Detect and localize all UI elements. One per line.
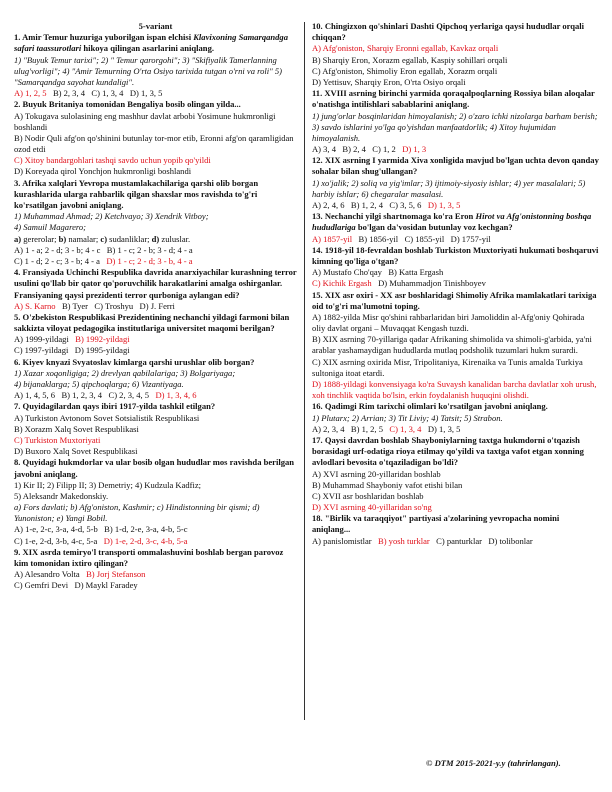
left-column xyxy=(14,21,297,592)
answer-option: A) 1999-yildagi B) 1992-yildagi xyxy=(14,334,130,345)
answer-option: A) 1857-yil B) 1856-yil C) 1855-yil D) 1757-yil xyxy=(312,233,491,244)
answer-option: C) XVII asr boshlaridan boshlab xyxy=(312,490,424,501)
question-items: 1) "Buyuk Temur tarixi"; 2) " Temur qarorgohi"; 3) "Skifiyalik Tamerlanning ulug'vorligi"; 4) "Amir Temurning O'rta Osiyo tarixida tutgan o'rni va roli" 5) "Samarqandga sayohat kundaligi". xyxy=(14,54,282,87)
question-items: 4) bijanaklarga; 5) qipchoqlarga; 6) Vizantiyaga. xyxy=(14,379,184,389)
answer-option: 5) Aleksandr Makedonskiy. xyxy=(14,490,109,501)
answer-option: 1) Kir II; 2) Filipp II; 3) Demetriy; 4) Kudzula Kadfiz; xyxy=(14,479,202,490)
answer-option: A) 2, 4, 6 B) 1, 2, 4 C) 3, 5, 6 D) 1, 3, 5 xyxy=(312,200,461,210)
variant-title: 5-variant xyxy=(138,21,173,31)
question-text: 14. 1918-yil 18-fevraldan boshlab Turkiston Muxtoriyati hukumati boshqaruvi kimning qo'liga o'tgan? xyxy=(312,244,599,266)
question-text: 15. XIX asr oxiri - XX asr boshlaridagi Shimoliy Afrika mamlakatlari tarixiga oid to'g'ri ma'lumotni toping. xyxy=(312,289,597,311)
question-items: 1) Muhammad Ahmad; 2) Ketchvayo; 3) Xendrik Vitboy; xyxy=(14,211,209,222)
question-text: 16. Qadimgi Rim tarixchi olimlari ko'rsatilgan javobni aniqlang. xyxy=(312,401,548,412)
answer-option: C) Gemfri Devi D) Maykl Faradey xyxy=(14,580,138,591)
answer-option: A) 2, 3, 4 B) 1, 2, 5 C) 1, 3, 4 D) 1, 3, 5 xyxy=(312,423,461,434)
answer-option: A) 1-e, 2-c, 3-a, 4-d, 5-b B) 1-d, 2-e, 3-a, 4-b, 5-c xyxy=(14,524,188,535)
answer-option: C) 1997-yildagi D) 1995-yildagi xyxy=(14,345,130,356)
answer-option: A) XVI asrning 20-yillaridan boshlab xyxy=(312,468,441,479)
answer-option: A) Alesandro Volta B) Jorj Stefanson xyxy=(14,569,146,580)
answer-option: a) gererolar; b) namalar; c) sudanliklar; d) zuluslar. xyxy=(14,233,191,244)
answer-option-correct: C) Turkiston Muxtoriyati xyxy=(14,434,101,445)
question-items: 1) jung'orlar bosqinlaridan himoyalanish; 2) o'zaro ichki nizolarga barham berish; 3) savdo ishlarini yo'lga qo'yishdan manfaatdorlik; 4) Xitoy hujumidan himoyalanish. xyxy=(312,110,598,143)
answer-option: B) Nodir Quli afg'on qo'shinini butunlay tor-mor etib, Eronni afg'on qaramligidan ozod etdi xyxy=(14,132,294,155)
question-text: 10. Chingizxon qo'shinlari Dashti Qipchoq yerlariga qaysi hududlar orqali chiqqan? xyxy=(312,21,585,43)
question-text: 2. Buyuk Britaniya tomonidan Bengaliya bosib olingan yilda... xyxy=(14,99,241,110)
question-text: 12. XIX asrning I yarmida Xiva xonligida mavjud bo'lgan uchta devon qanday sohalar bilan shug'ullangan? xyxy=(312,155,599,177)
answer-option: D) Koreyada qirol Yonchjon hukmronligi boshlandi xyxy=(14,166,192,177)
answer-option: D) Buxoro Xalq Sovet Respublikasi xyxy=(14,446,138,457)
answer-option: A) 1882-yilda Misr qo'shini rahbarlaridan biri Jamoliddin al-Afg'oniy Qohirada oliy davlat organi – Muvaqqat Kengash tuzdi. xyxy=(312,311,585,334)
question-text: 3. Afrika xalqlari Yevropa mustamlakachilariga qarshi olib borgan kurashlarida ularga rahbarlik qilgan shaxslar mos ravishda to'g'ri ko'rsatilgan javobni aniqlang. xyxy=(14,177,259,210)
question-text: 18. "Birlik va taraqqiyot" partiyasi a'zolarining yevropacha nomini aniqlang... xyxy=(312,513,560,535)
answer-option: A) Tokugava sulolasining eng mashhur davlat arbobi Yosimune hukmronligi boshlandi xyxy=(14,110,276,132)
answer-option-correct: D) XVI asrning 40-yillaridan so'ng xyxy=(312,502,432,513)
column-divider xyxy=(304,22,305,720)
answer-option: C) XIX asrning oxirida Misr, Tripolitaniya, Kirenaika va Tunis amalda Turkiya sultoniga itoat etardi. xyxy=(312,356,583,378)
answer-option: C) Afg'oniston, Shimoliy Eron egallab, Xorazm orqali xyxy=(312,65,498,76)
answer-option: A) 1, 4, 5, 6 B) 1, 2, 3, 4 C) 2, 3, 4, 5 D) 1, 3, 4, 6 xyxy=(14,390,197,401)
answer-option: A) 3, 4 B) 2, 4 C) 1, 2 D) 1, 3 xyxy=(312,144,427,155)
question-text: 9. XIX asrda temiryo'l transporti ommalashuvini boshlab bergan parovoz kim tomonidan ixtiro qilingan? xyxy=(14,546,284,568)
answer-option: C) 1 - d; 2 - c; 3 - b; 4 - a D) 1 - c; 2 - d; 3 - b, 4 - a xyxy=(14,255,193,266)
question-items: 1) Xazar xoqonligiga; 2) drevlyan qabilalariga; 3) Bolgariyaga; xyxy=(14,367,236,378)
right-questions xyxy=(312,21,599,547)
question-text: 1. Amir Temur huzuriga yuborilgan ispan elchisi Klavixoning Samarqandga safari taassurotlari hikoya qilingan asarlarini aniqlang. xyxy=(14,32,288,54)
answer-option-correct: C) Xitoy bandargohlari tashqi savdo uchun yopib qo'yildi xyxy=(14,155,211,166)
right-column xyxy=(312,21,599,547)
question-text: 11. XVIII asrning birinchi yarmida qoraqalpoqlarning Rossiya bilan aloqalar o'natishga intilishlari sabablarini aniqlang. xyxy=(312,88,595,110)
answer-option: A) 1 - a; 2 - d; 3 - b; 4 - c B) 1 - c; 2 - b; 3 - d; 4 - a xyxy=(14,244,193,255)
question-text: 13. Nechanchi yilgi shartnomaga ko'ra Eron Hirot va Afg'onistonning boshqa hududlariga bo'lgan da'vosidan butunlay voz kechgan? xyxy=(312,211,592,233)
answer-option: A) S. Karno B) Tyer C) Troshyu D) J. Ferri xyxy=(14,300,175,311)
answer-option: A) panislomistlar B) yosh turklar C) panturklar D) tolibonlar xyxy=(312,535,533,546)
question-text: 7. Quyidagilardan qays ibiri 1917-yilda tashkil etilgan? xyxy=(14,401,216,412)
left-questions xyxy=(14,32,297,591)
question-items: 1) xo'jalik; 2) soliq va yig'imlar; 3) ijtimoiy-siyosiy ishlar; 4) yer masalalari; 5) harbiy ishlar; 6) chegaralar masalasi. xyxy=(312,177,586,199)
answer-option: D) Yettisuv, Sharqiy Eron, O'rta Osiyo orqali xyxy=(312,76,466,87)
question-text: 6. Kiyev knyazi Svyatoslav kimlarga qarshi urushlar olib borgan? xyxy=(14,356,255,367)
copyright-footer: © DTM 2015-2021-y.y (tahrirlangan). xyxy=(426,758,561,768)
question-text: 5. O'zbekiston Respublikasi Prezidentining nechanchi yildagi farmoni bilan sakkizta viloyat pedagogika institutlariga universitet maqomi berilgan? xyxy=(14,311,290,334)
answer-option-correct: A) Afg'oniston, Sharqiy Eronni egallab, Kavkaz orqali xyxy=(312,43,499,54)
answer-options: A) 1, 2, 5 B) 2, 3, 4 C) 1, 3, 4 D) 1, 3, 5 xyxy=(14,88,163,99)
answer-option: B) Xorazm Xalq Sovet Respublikasi xyxy=(14,423,139,434)
question-text: 17. Qaysi davrdan boshlab Shayboniylarning taxtga hukmdorni o'tqazish borasidagi urf-odatiga rioya etilmay qo'yildi va taxtga vafot etgan xonning avlodlari bevosita o'tqaziladigan bo'ldi? xyxy=(312,434,584,468)
question-text: 4. Fransiyada Uchinchi Respublika davrida anarxiyachilar kurashning terror usulini qo'llab bir qator qo'poruvchilik harakatlarini amalga oshirganlar. Fransiyaning qaysi prezidenti terror qurboniga aylangan edi? xyxy=(14,267,297,300)
answer-option: C) 1-e, 2-d, 3-b, 4-c, 5-a D) 1-e, 2-d, 3-c, 4-b, 5-a xyxy=(14,535,188,546)
answer-option-correct: D) 1888-yildagi konvensiyaga ko'ra Suvaysh kanalidan barcha davlatlar xoh urush, xoh tinchlik vaqtida bo'lsin, erkin foydalanish huquqini olishdi. xyxy=(312,379,597,401)
question-items: a) Fors davlati; b) Afg'oniston, Kashmir; c) Hindistonning bir qismi; d) Yunoniston; e) Yangi Bobil. xyxy=(14,502,260,524)
answer-option: A) Mustafo Cho'qay B) Katta Ergash xyxy=(312,267,444,278)
answer-option: B) Sharqiy Eron, Xorazm egallab, Kaspiy sohillari orqali xyxy=(312,54,508,65)
answer-option: B) XIX asrning 70-yillariga qadar Afrikaning shimolida va shimoli-g'arbida, ya'ni arablar yashamaydigan hududlarda mutlaq podsholik tuzumlari hukm surardi. xyxy=(312,334,592,356)
question-items: 4) Samuil Magarero; xyxy=(14,222,87,233)
question-text: 8. Quyidagi hukmdorlar va ular bosib olgan hududlar mos ravishda berilgan javobni aniqlang. xyxy=(14,457,294,479)
answer-option: B) Muhammad Shayboniy vafot etishi bilan xyxy=(312,479,463,490)
answer-option: A) Turkiston Avtonom Sovet Sotsialistik Respublikasi xyxy=(14,412,200,423)
answer-option: C) Kichik Ergash D) Muhammadjon Tinishboyev xyxy=(312,278,486,289)
question-items: 1) Plutarx; 2) Arrian; 3) Tit Liviy; 4) Tatsit; 5) Strabon. xyxy=(312,412,503,423)
